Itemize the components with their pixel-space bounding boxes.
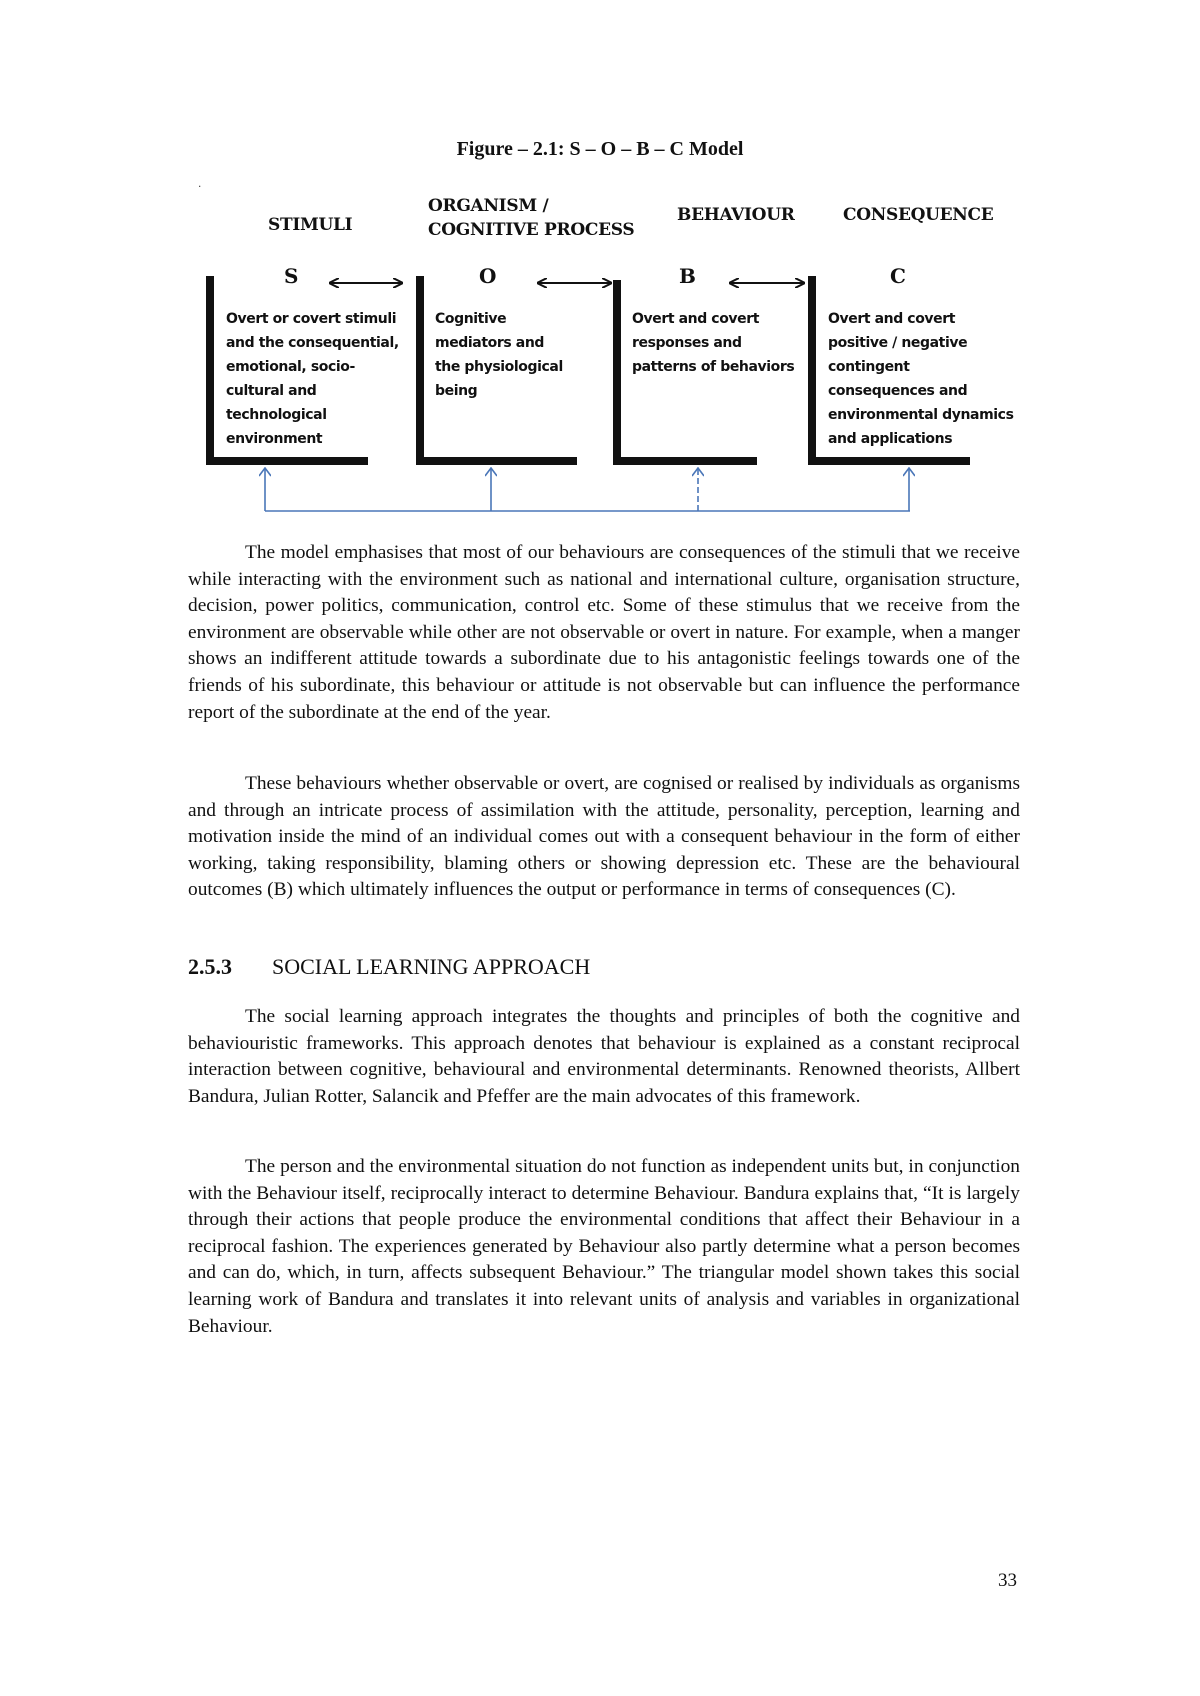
letter-c: C: [890, 264, 906, 288]
page-number: 33: [998, 1570, 1017, 1591]
desc-consequence: Overt and covert positive / negative contingent consequences and environmental dynamics and applications: [828, 311, 1014, 447]
paragraph-1: The model emphasises that most of our behaviours are consequences of the stimuli that we receive while interacting with the environment such as national and international culture, organisation structure, decision, power politics, communication, control etc. Some of these stimulus that we receive from the environment are observable while other are not observable or overt in nature. For example, when a manger shows an indifferent attitude towards a subordinate due to his antagonistic feelings towards one of the friends of his subordinate, this behaviour or attitude is not observable but can influence the performance report of the subordinate at the end of the year.: [188, 542, 1020, 723]
letter-b: B: [679, 264, 696, 288]
section-title: SOCIAL LEARNING APPROACH: [272, 954, 591, 979]
header-behaviour: BEHAVIOUR: [677, 205, 795, 225]
letter-o: O: [479, 264, 497, 288]
letter-s: S: [284, 264, 299, 288]
header-consequence: CONSEQUENCE: [843, 205, 994, 225]
header-organism: ORGANISM / COGNITIVE PROCESS: [428, 196, 635, 240]
desc-organism: Cognitive mediators and the physiological being: [435, 311, 563, 399]
feedback-loop: [265, 468, 910, 511]
section-number: 2.5.3: [188, 954, 232, 979]
desc-behaviour: Overt and covert responses and patterns of behaviors: [632, 311, 795, 375]
desc-stimuli: Overt or covert stimuli and the consequential, emotional, socio- cultural and technological environment: [226, 311, 399, 447]
section-heading: [188, 954, 888, 980]
paragraph-2: These behaviours whether observable or overt, are cognised or realised by individuals as organisms and through an intricate process of assimilation with the attitude, personality, perception, learning and motivation inside the mind of an individual comes out with a consequent behaviour in the form of either working, taking responsibility, blaming others or showing depression etc. These are the behavioural outcomes (B) which ultimately influences the output or performance in terms of consequences (C).: [188, 773, 1020, 901]
stray-mark: .: [198, 176, 202, 190]
paragraph-3: The social learning approach integrates the thoughts and principles of both the cognitive and behaviouristic frameworks. This approach denotes that behaviour is explained as a constant reciprocal interaction between cognitive, behavioural and environmental determinants. Renowned theorists, Allbert Bandura, Julian Rotter, Salancik and Pfeffer are the main advocates of this framework.: [188, 1006, 1020, 1107]
sobc-diagram: [0, 0, 1200, 520]
header-stimuli: STIMULI: [268, 215, 353, 235]
figure-title: Figure – 2.1: S – O – B – C Model: [456, 138, 744, 160]
paragraph-4: The person and the environmental situation do not function as independent units but, in conjunction with the Behaviour itself, reciprocally interact to determine Behaviour. Bandura explains that, “It is largely through their actions that people produce the environmental conditions that affect their Behaviour in a reciprocal fashion. The experiences generated by Behaviour also partly determine what a person becomes and can do, which, in turn, affects subsequent Behaviour.” The triangular model shown takes this social learning work of Bandura and translates it into relevant units of analysis and variables in organizational Behaviour.: [188, 1156, 1020, 1337]
